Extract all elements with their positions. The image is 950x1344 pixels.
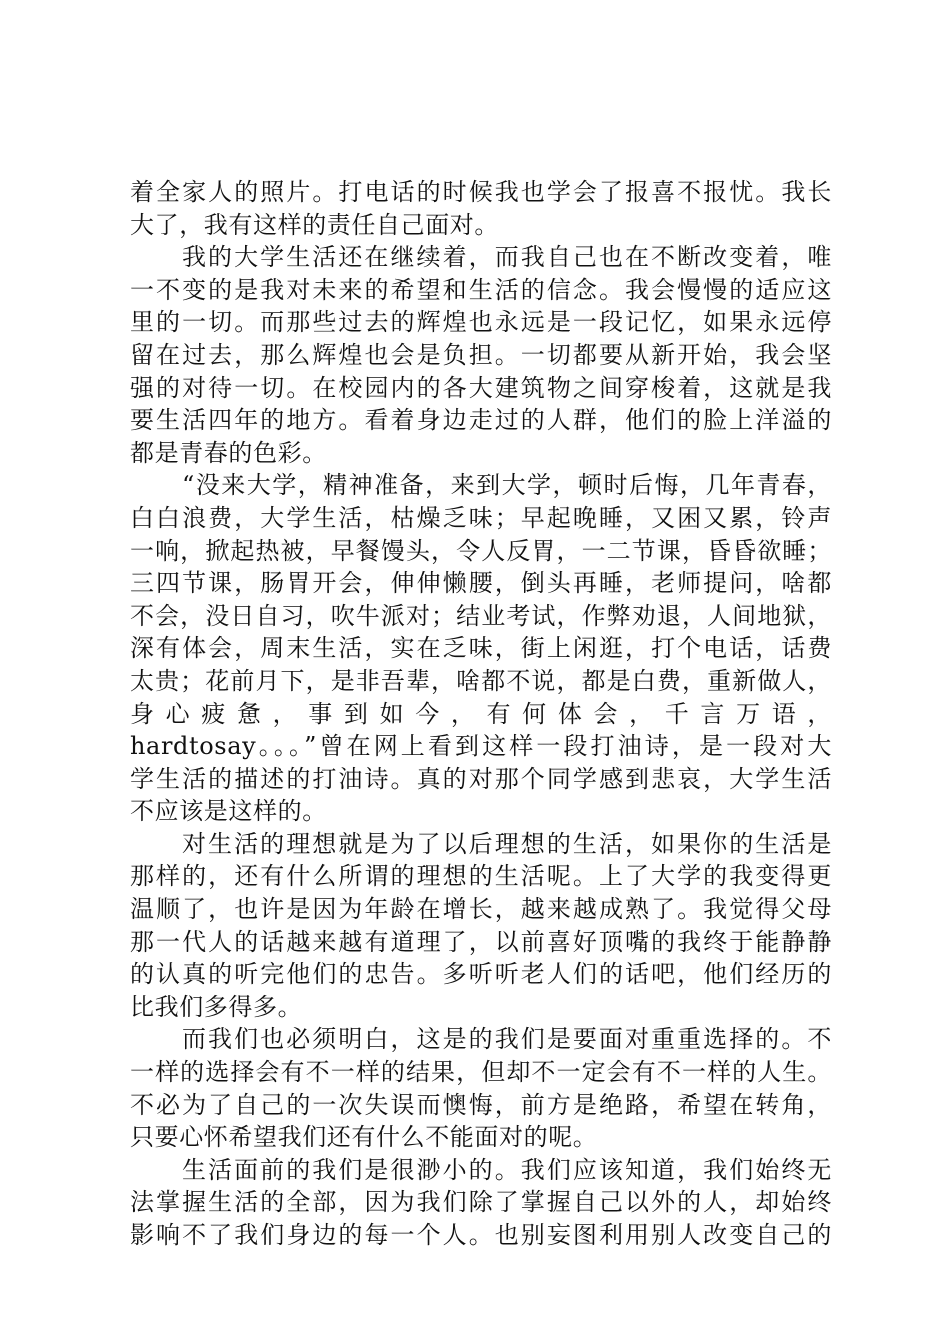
text-line: 那一代人的话越来越有道理了，以前喜好顶嘴的我终于能静静 [130, 927, 832, 956]
text-line: 三四节课，肠胃开会，伸伸懒腰，倒头再睡，老师提问，啥都 [130, 569, 832, 598]
paragraph-first-line: 我的大学生活还在继续着，而我自己也在不断改变着，唯 [182, 243, 832, 272]
text-line: 身 心 疲 惫 ， 事 到 如 今 ， 有 何 体 会 ， 千 言 万 语 ， [130, 699, 832, 728]
text-line: 学生活的描述的打油诗。真的对那个同学感到悲哀，大学生活 [130, 764, 832, 793]
text-line: 只要心怀希望我们还有什么不能面对的呢。 [130, 1123, 598, 1152]
text-line: 着全家人的照片。打电话的时候我也学会了报喜不报忧。我长 [130, 178, 832, 206]
text-line: 留在过去，那么辉煌也会是负担。一切都要从新开始，我会坚 [130, 340, 832, 369]
paragraph-first-line: 生活面前的我们是很渺小的。我们应该知道，我们始终无 [182, 1155, 832, 1184]
text-line: 法掌握生活的全部，因为我们除了掌握自己以外的人，却始终 [130, 1188, 832, 1217]
text-line: 不会，没日自习，吹牛派对；结业考试，作弊劝退，人间地狱， [130, 601, 832, 630]
text-line: 都是青春的色彩。 [130, 438, 327, 467]
text-line: 要生活四年的地方。看着身边走过的人群，他们的脸上洋溢的 [130, 406, 832, 435]
text-line: 一不变的是我对未来的希望和生活的信念。我会慢慢的适应这 [130, 275, 832, 304]
paragraph-first-line: “没来大学，精神准备，来到大学，顿时后悔，几年青春， [182, 471, 832, 500]
text-line: 那样的，还有什么所谓的理想的生活呢。上了大学的我变得更 [130, 862, 832, 891]
text-line: 一响，掀起热被，早餐馒头，令人反胃，一二节课，昏昏欲睡； [130, 536, 832, 565]
document-body [130, 176, 832, 1252]
paragraph-first-line: 对生活的理想就是为了以后理想的生活，如果你的生活是 [182, 829, 832, 858]
text-line: hardtosay。。。”曾在网上看到这样一段打油诗，是一段对大 [130, 732, 832, 761]
text-line: 大了，我有这样的责任自己面对。 [130, 210, 499, 239]
text-line: 白白浪费，大学生活，枯燥乏味；早起晚睡，又困又累，铃声 [130, 503, 832, 532]
text-line: 的认真的听完他们的忠告。多听听老人们的话吧，他们经历的 [130, 960, 832, 989]
text-line: 强的对待一切。在校园内的各大建筑物之间穿梭着，这就是我 [130, 373, 832, 402]
text-line: 影响不了我们身边的每一个人。也别妄图利用别人改变自己的 [130, 1221, 832, 1249]
text-line: 比我们多得多。 [130, 992, 303, 1021]
text-line: 深有体会，周末生活，实在乏味，街上闲逛，打个电话，话费 [130, 634, 832, 663]
text-line: 不必为了自己的一次失误而懊悔，前方是绝路，希望在转角， [130, 1090, 832, 1119]
text-line: 温顺了，也许是因为年龄在增长，越来越成熟了。我觉得父母 [130, 895, 832, 924]
text-line: 太贵；花前月下，是非吾辈，啥都不说，都是白费，重新做人， [130, 666, 832, 695]
text-line: 不应该是这样的。 [130, 797, 327, 826]
text-line: 一样的选择会有不一样的结果，但却不一定会有不一样的人生。 [130, 1058, 832, 1087]
paragraph-first-line: 而我们也必须明白，这是的我们是要面对重重选择的。不 [182, 1025, 832, 1054]
text-line: 里的一切。而那些过去的辉煌也永远是一段记忆，如果永远停 [130, 308, 832, 337]
